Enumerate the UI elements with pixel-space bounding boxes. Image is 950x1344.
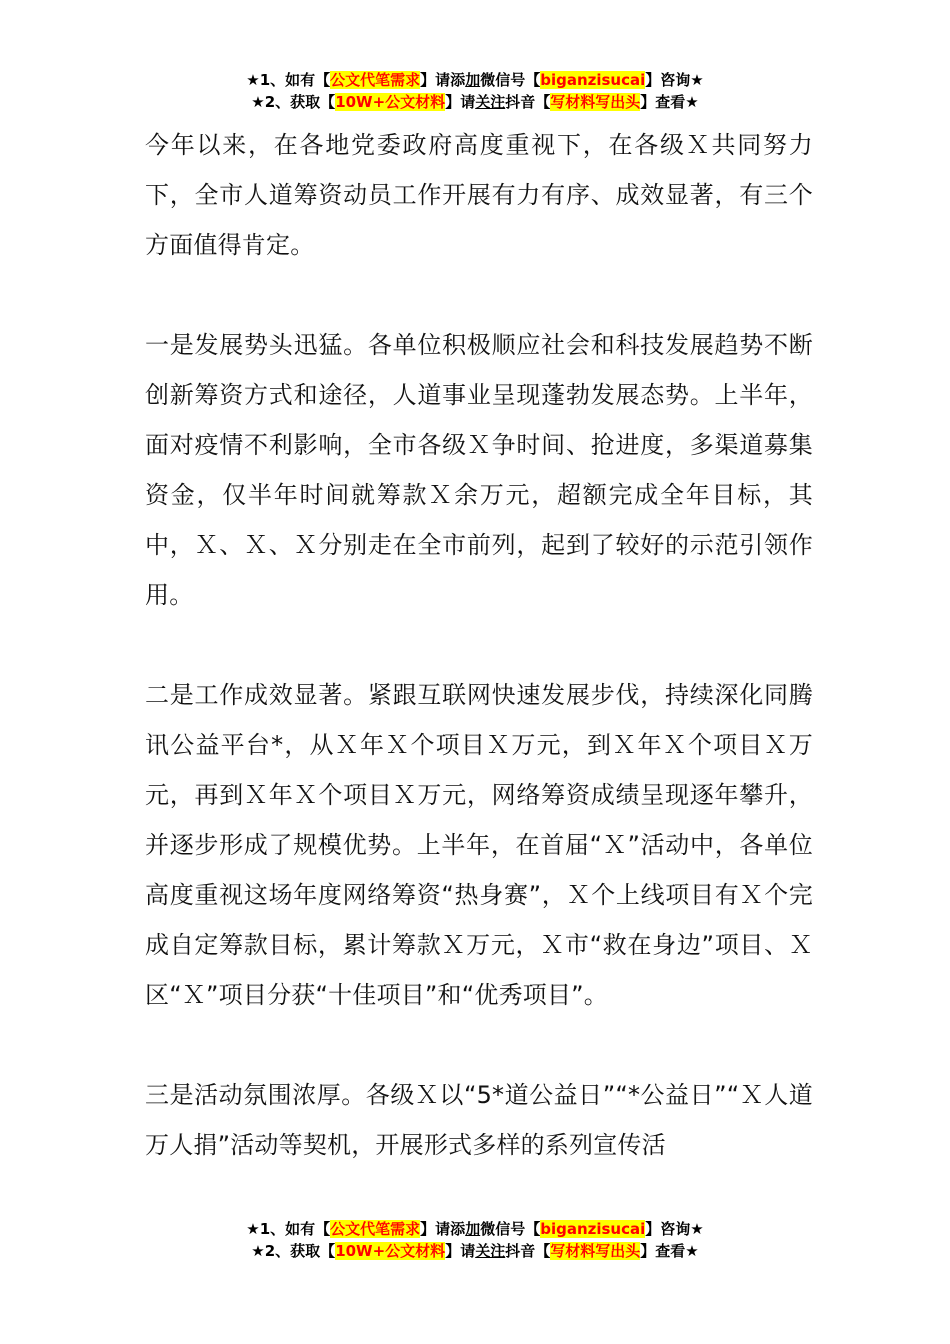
promo-text: 】请 [445, 93, 476, 111]
paragraph-point-3: 三是活动氛围浓厚。各级Ｘ以“5*道公益日”“*公益日”“Ｘ人道万人捐”活动等契机，开展形式多样的系列宣传活 [145, 1081, 813, 1159]
promo-underlined: 加 [465, 71, 481, 89]
promo-text: 】咨询★ [645, 71, 704, 89]
promo-highlight: 10W+公文材料 [335, 93, 446, 111]
promo-highlight: biganzisucai [540, 71, 646, 89]
promo-highlight: 写材料写出头 [550, 1242, 641, 1260]
document-body [145, 120, 813, 1170]
promo-text: ★1、如有【 [246, 1220, 331, 1238]
promo-text: ★2、获取【 [251, 93, 336, 111]
promo-text: 抖音【 [505, 1242, 551, 1260]
promo-highlight: 公文代笔需求 [330, 71, 421, 89]
promo-banner-bottom [0, 1218, 950, 1262]
promo-text: ★1、如有【 [246, 71, 331, 89]
promo-underlined: 关注 [475, 1242, 506, 1260]
promo-highlight: 公文代笔需求 [330, 1220, 421, 1238]
promo-text: ★2、获取【 [251, 1242, 336, 1260]
promo-text: 】咨询★ [645, 1220, 704, 1238]
promo-line-2 [0, 1240, 950, 1262]
promo-text: 微信号【 [480, 71, 541, 89]
promo-text: 】请添 [420, 1220, 466, 1238]
promo-line-2 [0, 91, 950, 113]
promo-banner-top [0, 69, 950, 113]
promo-underlined: 关注 [475, 93, 506, 111]
promo-highlight: biganzisucai [540, 1220, 646, 1238]
promo-line-1 [0, 69, 950, 91]
paragraph-intro: 今年以来，在各地党委政府高度重视下，在各级Ｘ共同努力下，全市人道筹资动员工作开展有力有序、成效显著，有三个方面值得肯定。 [145, 131, 813, 259]
promo-text: 】查看★ [640, 93, 699, 111]
promo-underlined: 加 [465, 1220, 481, 1238]
paragraph-point-1: 一是发展势头迅猛。各单位积极顺应社会和科技发展趋势不断创新筹资方式和途径，人道事业呈现蓬勃发展态势。上半年，面对疫情不利影响，全市各级Ｘ争时间、抢进度，多渠道募集资金，仅半年时间就筹款Ｘ余万元，超额完成全年目标，其中，Ｘ、Ｘ、Ｘ分别走在全市前列，起到了较好的示范引领作用。 [145, 331, 813, 609]
promo-text: 】查看★ [640, 1242, 699, 1260]
promo-highlight: 写材料写出头 [550, 93, 641, 111]
promo-line-1 [0, 1218, 950, 1240]
promo-text: 抖音【 [505, 93, 551, 111]
promo-text: 】请 [445, 1242, 476, 1260]
promo-highlight: 10W+公文材料 [335, 1242, 446, 1260]
promo-text: 】请添 [420, 71, 466, 89]
promo-text: 微信号【 [480, 1220, 541, 1238]
paragraph-point-2: 二是工作成效显著。紧跟互联网快速发展步伐，持续深化同腾讯公益平台*，从Ｘ年Ｘ个项目Ｘ万元，到Ｘ年Ｘ个项目Ｘ万元，再到Ｘ年Ｘ个项目Ｘ万元，网络筹资成绩呈现逐年攀升，并逐步形成了规模优势。上半年，在首届“Ｘ”活动中，各单位高度重视这场年度网络筹资“热身赛”，Ｘ个上线项目有Ｘ个完成自定筹款目标，累计筹款Ｘ万元，Ｘ市“救在身边”项目、Ｘ区“Ｘ”项目分获“十佳项目”和“优秀项目”。 [145, 681, 813, 1009]
